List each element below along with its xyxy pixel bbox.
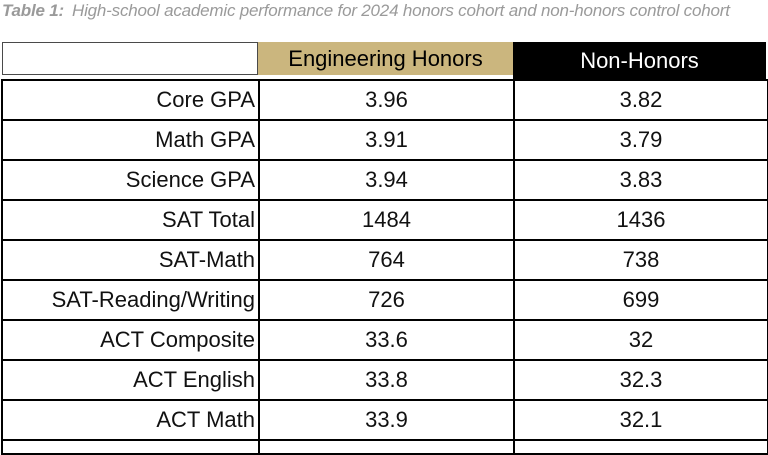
honors-value: 726 [259,280,514,320]
non-honors-value: 3.83 [514,160,768,200]
table-row [2,280,768,320]
row-label: Math GPA [2,120,259,160]
row-label: Core GPA [2,80,259,120]
non-honors-value: 1436 [514,200,768,240]
row-label: SAT-Reading/Writing [2,280,259,320]
honors-value: 1484 [259,200,514,240]
table-header-row [2,42,766,79]
non-honors-value: 32.3 [514,360,768,400]
performance-table [1,79,768,455]
honors-value: 33.8 [259,360,514,400]
header-cell-blank [2,42,258,75]
table-row [2,80,768,120]
non-honors-value: 32.1 [514,400,768,440]
table-row [2,360,768,400]
row-label: ACT Composite [2,320,259,360]
honors-value: 764 [259,240,514,280]
empty-cell [514,440,768,454]
honors-value: 33.9 [259,400,514,440]
honors-value: 3.91 [259,120,514,160]
empty-cell [2,440,259,454]
table-row [2,400,768,440]
table-row [2,320,768,360]
row-label: ACT Math [2,400,259,440]
table-row [2,240,768,280]
header-cell-non-honors: Non-Honors [513,42,766,79]
row-label: Science GPA [2,160,259,200]
honors-value: 3.96 [259,80,514,120]
honors-value: 33.6 [259,320,514,360]
non-honors-value: 738 [514,240,768,280]
table-row [2,200,768,240]
table-row [2,120,768,160]
table-caption-number: Table 1: [2,1,65,20]
table-caption-text: High-school academic performance for 2024 honors cohort and non-honors control cohort [72,1,730,20]
honors-value: 3.94 [259,160,514,200]
row-label: SAT Total [2,200,259,240]
table-row [2,160,768,200]
non-honors-value: 699 [514,280,768,320]
table-caption [2,1,768,21]
non-honors-value: 3.82 [514,80,768,120]
row-label: SAT-Math [2,240,259,280]
empty-cell [259,440,514,454]
performance-table-body [2,80,768,454]
table-row-partial [2,440,768,454]
non-honors-value: 32 [514,320,768,360]
header-cell-engineering-honors: Engineering Honors [258,42,513,75]
row-label: ACT English [2,360,259,400]
non-honors-value: 3.79 [514,120,768,160]
